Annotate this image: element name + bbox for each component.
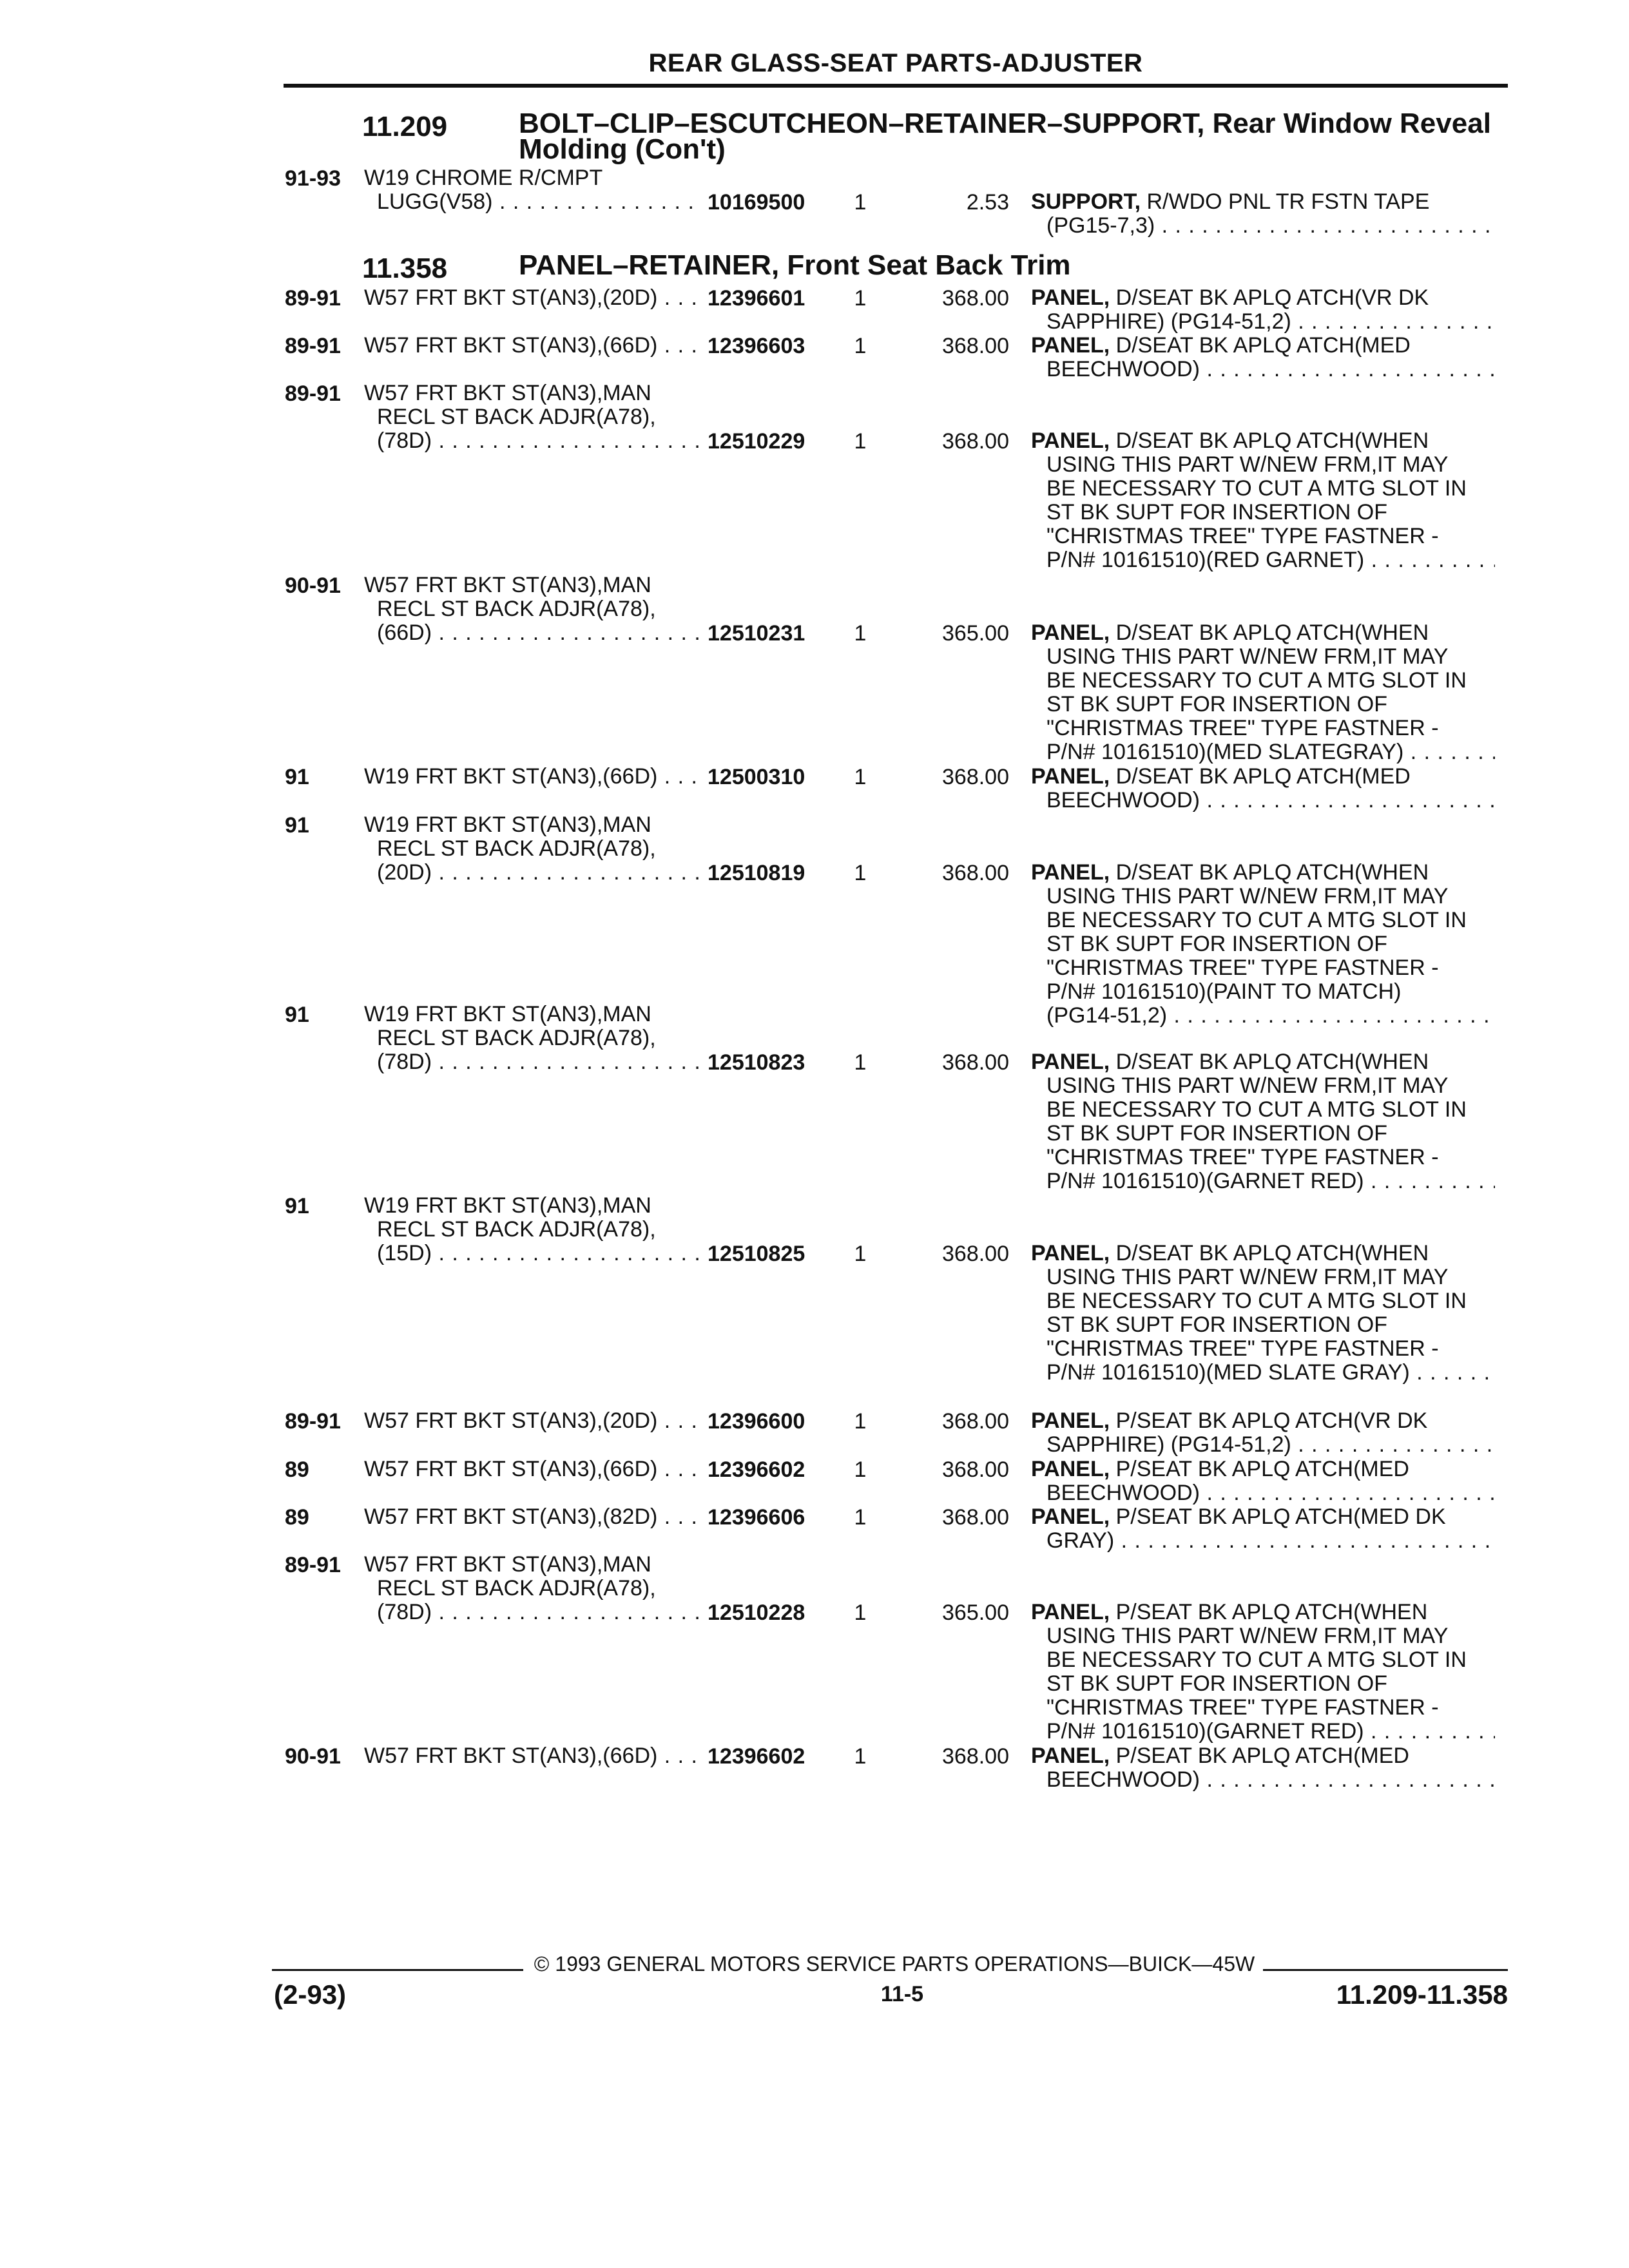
part-number: 12396602 [708,1457,805,1482]
model-years: 91 [285,813,309,838]
part-description-line [1031,693,1495,716]
usage-line: W57 FRT BKT ST(AN3),(66D) . . . [364,1744,699,1768]
part-description-line [1031,1289,1495,1313]
part-description-text: "CHRISTMAS TREE" TYPE FASTNER - [1046,716,1439,740]
quantity: 1 [854,429,867,454]
part-description-text: USING THIS PART W/NEW FRM,IT MAY [1046,1624,1449,1648]
part-description-line [1031,1409,1495,1433]
price: 368.00 [942,1457,1009,1482]
part-description-line [1031,908,1495,932]
part-description-text: USING THIS PART W/NEW FRM,IT MAY [1046,1265,1449,1289]
usage-line: W19 FRT BKT ST(AN3),(66D) . . . [364,765,699,789]
usage-description [364,1505,699,1529]
quantity: 1 [854,286,867,311]
part-description-text: (PG15-7,3) [1046,214,1155,238]
part-description [1031,1600,1495,1744]
part-description [1031,286,1495,334]
usage-description [364,334,699,358]
part-description-text: BE NECESSARY TO CUT A MTG SLOT IN [1046,1648,1467,1672]
part-description [1031,1505,1495,1553]
part-description-text: BEECHWOOD) [1046,1481,1200,1505]
quantity: 1 [854,861,867,885]
part-description-line [1031,1361,1495,1385]
part-description-line [1031,1481,1495,1505]
part-description-line [1031,1744,1495,1768]
part-description-line [1031,1242,1495,1265]
model-years: 89-91 [285,1553,341,1577]
quantity: 1 [854,1505,867,1530]
price: 368.00 [942,334,1009,358]
header-rule [284,84,1508,88]
model-years: 91 [285,1194,309,1218]
part-description [1031,1744,1495,1792]
part-description-text: "CHRISTMAS TREE" TYPE FASTNER - [1046,524,1439,548]
part-description [1031,429,1495,572]
model-years: 89 [285,1457,309,1482]
usage-description [364,1003,699,1074]
part-description-text: BE NECESSARY TO CUT A MTG SLOT IN [1046,669,1467,693]
model-years: 89-91 [285,1409,341,1434]
usage-line: RECL ST BACK ADJR(A78), [377,837,656,861]
price: 368.00 [942,1050,1009,1075]
price: 368.00 [942,1242,1009,1266]
usage-description [364,1744,699,1768]
part-description-line [1031,1098,1495,1122]
part-name: PANEL, [1031,429,1110,453]
part-number: 12396602 [708,1744,805,1769]
footer-date: (2-93) [274,1979,347,2010]
section-title-line: Molding (Con't) [519,133,726,165]
part-name: PANEL, [1031,1242,1110,1265]
part-description-text: BEECHWOOD) [1046,1768,1200,1792]
model-years: 90-91 [285,1744,341,1769]
usage-line: W57 FRT BKT ST(AN3),MAN [364,381,651,405]
usage-line: W57 FRT BKT ST(AN3),(66D) . . . [364,1457,699,1481]
part-description-line [1031,1265,1495,1289]
footer-rule-left [272,1969,523,1971]
section-title [519,108,1511,165]
usage-line: W57 FRT BKT ST(AN3),MAN [364,573,651,597]
part-description-text: ST BK SUPT FOR INSERTION OF [1046,932,1387,956]
part-description-line [1031,1313,1495,1337]
part-description-line [1031,716,1495,740]
part-description-text: ST BK SUPT FOR INSERTION OF [1046,1313,1387,1337]
footer-page-number: 11-5 [880,1982,924,2006]
part-description-text: P/N# 10161510)(GARNET RED) [1046,1720,1364,1744]
part-description-text: D/SEAT BK APLQ ATCH(MED [1115,765,1411,789]
footer-rule-right [1263,1969,1508,1971]
part-description-text: P/N# 10161510)(PAINT TO MATCH) [1046,980,1402,1004]
price: 368.00 [942,765,1009,789]
part-description [1031,861,1495,1028]
part-description-text: P/N# 10161510)(GARNET RED) [1046,1169,1364,1193]
usage-description [364,381,699,453]
page-header-title: REAR GLASS-SEAT PARTS-ADJUSTER [648,49,1143,77]
part-description-text: D/SEAT BK APLQ ATCH(WHEN [1115,861,1429,885]
part-description-text: SAPPHIRE) (PG14-51,2) [1046,310,1291,334]
part-description-text: P/N# 10161510)(RED GARNET) [1046,548,1365,572]
price: 2.53 [966,190,1009,215]
part-description-line [1031,645,1495,669]
section-title-line: BOLT–CLIP–ESCUTCHEON–RETAINER–SUPPORT, Rear Window Reveal [519,108,1491,139]
part-name: PANEL, [1031,765,1110,789]
usage-line: RECL ST BACK ADJR(A78), [377,405,656,429]
part-description-text: P/SEAT BK APLQ ATCH(MED DK [1115,1505,1446,1529]
part-description [1031,765,1495,812]
part-description-line [1031,765,1495,789]
part-description-text: D/SEAT BK APLQ ATCH(MED [1115,334,1411,358]
part-description-text: BE NECESSARY TO CUT A MTG SLOT IN [1046,1098,1467,1122]
part-number: 12396603 [708,334,805,358]
part-description-text: USING THIS PART W/NEW FRM,IT MAY [1046,645,1449,669]
part-number: 12510823 [708,1050,805,1075]
model-years: 91-93 [285,166,341,191]
part-number: 12510825 [708,1242,805,1266]
quantity: 1 [854,190,867,215]
part-description-text: BEECHWOOD) [1046,789,1200,812]
part-number: 12396606 [708,1505,805,1530]
part-description-text: BEECHWOOD) [1046,358,1200,381]
part-description-text: "CHRISTMAS TREE" TYPE FASTNER - [1046,956,1439,980]
usage-line: W19 FRT BKT ST(AN3),MAN [364,1003,651,1026]
usage-description [364,1457,699,1481]
part-name: PANEL, [1031,1409,1110,1433]
model-years: 90-91 [285,573,341,598]
usage-line: W19 FRT BKT ST(AN3),MAN [364,813,651,837]
price: 365.00 [942,1600,1009,1625]
part-description-text: ST BK SUPT FOR INSERTION OF [1046,501,1387,524]
part-description-line [1031,1457,1495,1481]
quantity: 1 [854,1050,867,1075]
part-description-line [1031,1004,1495,1028]
part-description-line [1031,1624,1495,1648]
part-description-text: D/SEAT BK APLQ ATCH(WHEN [1115,1050,1429,1074]
quantity: 1 [854,1600,867,1625]
part-name: PANEL, [1031,1505,1110,1529]
part-description-text: D/SEAT BK APLQ ATCH(WHEN [1115,429,1429,453]
part-number: 12500310 [708,765,805,789]
part-description-text: ST BK SUPT FOR INSERTION OF [1046,693,1387,716]
part-description-text: P/SEAT BK APLQ ATCH(MED [1115,1457,1409,1481]
part-description-line [1031,1505,1495,1529]
part-description-line [1031,1169,1495,1193]
part-description-text: D/SEAT BK APLQ ATCH(WHEN [1115,621,1429,645]
part-description-line [1031,334,1495,358]
usage-line: (20D) . . . [364,861,699,885]
part-name: PANEL, [1031,1457,1110,1481]
quantity: 1 [854,1457,867,1482]
part-description-line [1031,669,1495,693]
part-description-line [1031,1672,1495,1696]
part-description-line [1031,861,1495,885]
usage-line: W57 FRT BKT ST(AN3),(66D) . . . [364,334,699,358]
part-name: PANEL, [1031,861,1110,885]
quantity: 1 [854,334,867,358]
price: 368.00 [942,429,1009,454]
usage-line: W57 FRT BKT ST(AN3),MAN [364,1553,651,1577]
usage-line: W57 FRT BKT ST(AN3),(20D) . . . [364,286,699,310]
part-description [1031,190,1495,238]
part-description-text: "CHRISTMAS TREE" TYPE FASTNER - [1046,1696,1439,1720]
usage-line: W19 CHROME R/CMPT [364,166,603,190]
part-description-text: USING THIS PART W/NEW FRM,IT MAY [1046,1074,1449,1098]
usage-description [364,573,699,645]
part-description-line [1031,1050,1495,1074]
usage-line: RECL ST BACK ADJR(A78), [377,1218,656,1242]
part-description-text: P/N# 10161510)(MED SLATEGRAY) [1046,740,1404,764]
part-description-text: P/N# 10161510)(MED SLATE GRAY) [1046,1361,1410,1385]
part-description-text: P/SEAT BK APLQ ATCH(MED [1115,1744,1409,1768]
usage-line: RECL ST BACK ADJR(A78), [377,1577,656,1600]
part-name: PANEL, [1031,334,1110,358]
part-description-line [1031,1696,1495,1720]
part-description-line [1031,740,1495,764]
part-description-line [1031,980,1495,1004]
part-description-line [1031,1146,1495,1169]
model-years: 89 [285,1505,309,1530]
price: 368.00 [942,861,1009,885]
part-number: 12510228 [708,1600,805,1625]
part-description-text: GRAY) [1046,1529,1115,1553]
usage-line: RECL ST BACK ADJR(A78), [377,597,656,621]
part-number: 12510229 [708,429,805,454]
part-description [1031,1409,1495,1457]
usage-line: (78D) . . . [364,1050,699,1074]
model-years: 91 [285,1003,309,1027]
part-description-line [1031,621,1495,645]
part-description-text: P/SEAT BK APLQ ATCH(VR DK [1115,1409,1428,1433]
usage-line: W57 FRT BKT ST(AN3),(82D) . . . [364,1505,699,1529]
part-description-text: ST BK SUPT FOR INSERTION OF [1046,1122,1387,1146]
part-description-line [1031,429,1495,453]
part-description-text: SAPPHIRE) (PG14-51,2) [1046,1433,1291,1457]
part-description-line [1031,286,1495,310]
model-years: 89-91 [285,334,341,358]
part-description-line [1031,1529,1495,1553]
quantity: 1 [854,621,867,646]
quantity: 1 [854,1242,867,1266]
price: 368.00 [942,1409,1009,1434]
section-title-line: PANEL–RETAINER, Front Seat Back Trim [519,249,1071,281]
price: 368.00 [942,1744,1009,1769]
part-description-line [1031,453,1495,477]
part-description-line [1031,1337,1495,1361]
part-description-text: D/SEAT BK APLQ ATCH(VR DK [1115,286,1429,310]
price: 368.00 [942,286,1009,311]
part-description-text: D/SEAT BK APLQ ATCH(WHEN [1115,1242,1429,1265]
section-title [519,249,1511,281]
part-description [1031,1242,1495,1385]
part-description-line [1031,524,1495,548]
part-description [1031,334,1495,381]
part-description-line [1031,789,1495,812]
usage-description [364,166,699,214]
part-description-text: R/WDO PNL TR FSTN TAPE [1146,190,1430,214]
part-description-line [1031,358,1495,381]
part-name: PANEL, [1031,1050,1110,1074]
part-description-line [1031,548,1495,572]
section-number: 11.209 [362,111,448,142]
part-number: 12510819 [708,861,805,885]
part-description-line [1031,1720,1495,1744]
price: 365.00 [942,621,1009,646]
part-description-line [1031,885,1495,908]
part-number: 12510231 [708,621,805,646]
usage-line: (66D) . . . [364,621,699,645]
usage-line: RECL ST BACK ADJR(A78), [377,1026,656,1050]
quantity: 1 [854,1744,867,1769]
part-description-text: ST BK SUPT FOR INSERTION OF [1046,1672,1387,1696]
usage-description [364,286,699,310]
part-number: 12396600 [708,1409,805,1434]
part-description-text: USING THIS PART W/NEW FRM,IT MAY [1046,453,1449,477]
usage-line: W57 FRT BKT ST(AN3),(20D) . . . [364,1409,699,1433]
part-description-line [1031,1433,1495,1457]
quantity: 1 [854,765,867,789]
part-description-line [1031,310,1495,334]
model-years: 89-91 [285,381,341,406]
part-name: PANEL, [1031,1600,1110,1624]
usage-description [364,813,699,885]
price: 368.00 [942,1505,1009,1530]
footer-section-range: 11.209-11.358 [1336,1979,1508,2010]
part-description-text: (PG14-51,2) [1046,1004,1168,1028]
part-name: SUPPORT, [1031,190,1141,214]
part-description-line [1031,1768,1495,1792]
part-description-line [1031,932,1495,956]
model-years: 91 [285,765,309,789]
usage-description [364,1194,699,1265]
usage-line: (78D) . . . [364,1600,699,1624]
usage-description [364,765,699,789]
usage-description [364,1553,699,1624]
part-description-line [1031,214,1495,238]
part-description [1031,1050,1495,1193]
part-description [1031,1457,1495,1505]
part-number: 10169500 [708,190,805,215]
part-description-text: BE NECESSARY TO CUT A MTG SLOT IN [1046,1289,1467,1313]
part-description-line [1031,190,1495,214]
quantity: 1 [854,1409,867,1434]
part-description-line [1031,501,1495,524]
part-number: 12396601 [708,286,805,311]
part-description-text: BE NECESSARY TO CUT A MTG SLOT IN [1046,908,1467,932]
part-description-text: USING THIS PART W/NEW FRM,IT MAY [1046,885,1449,908]
part-name: PANEL, [1031,621,1110,645]
section-number: 11.358 [362,253,448,284]
part-description-text: BE NECESSARY TO CUT A MTG SLOT IN [1046,477,1467,501]
part-description-text: "CHRISTMAS TREE" TYPE FASTNER - [1046,1337,1439,1361]
usage-line: LUGG(V58) . . . [364,190,699,214]
usage-line: (15D) . . . [364,1242,699,1265]
part-description-text: P/SEAT BK APLQ ATCH(WHEN [1115,1600,1428,1624]
part-description-line [1031,1648,1495,1672]
part-description-text: "CHRISTMAS TREE" TYPE FASTNER - [1046,1146,1439,1169]
usage-line: W19 FRT BKT ST(AN3),MAN [364,1194,651,1218]
usage-line: (78D) . . . [364,429,699,453]
part-name: PANEL, [1031,1744,1110,1768]
footer-copyright: © 1993 GENERAL MOTORS SERVICE PARTS OPERATIONS—BUICK—45W [534,1952,1255,1975]
part-name: PANEL, [1031,286,1110,310]
part-description-line [1031,1600,1495,1624]
part-description-line [1031,477,1495,501]
usage-description [364,1409,699,1433]
part-description [1031,621,1495,764]
part-description-line [1031,1074,1495,1098]
part-description-line [1031,1122,1495,1146]
part-description-line [1031,956,1495,980]
model-years: 89-91 [285,286,341,311]
